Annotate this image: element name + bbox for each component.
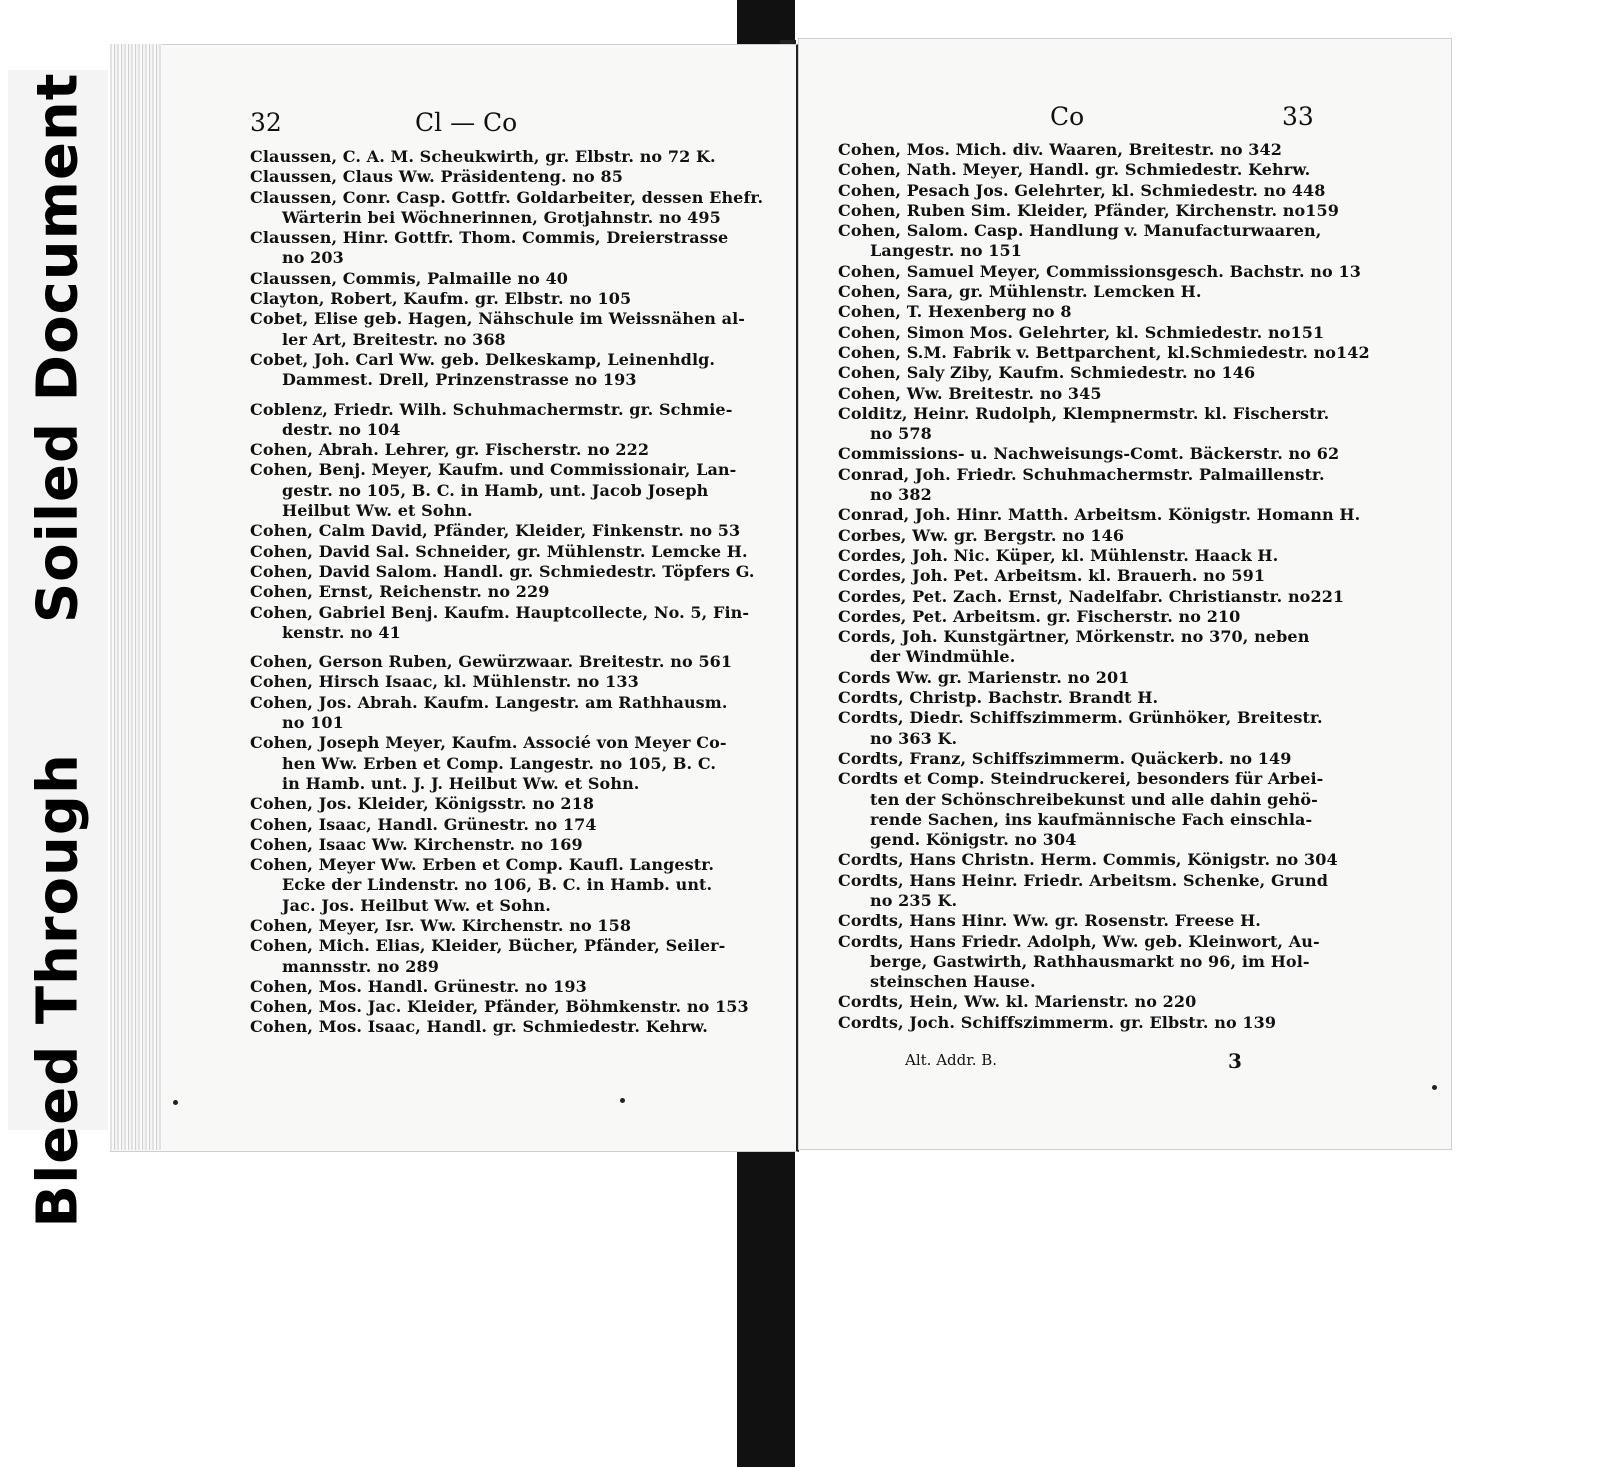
directory-entry [838, 384, 1338, 404]
directory-entry [838, 911, 1338, 931]
directory-entry [838, 181, 1338, 201]
entry-line: Conrad, Joh. Hinr. Matth. Arbeitsm. Königstr. Homann H. [838, 505, 1361, 525]
soiled-document-label: Soiled Document [25, 72, 91, 624]
entry-continuation-line: no 578 [870, 424, 932, 444]
directory-entry [250, 228, 750, 269]
entry-continuation-line: destr. no 104 [282, 419, 401, 439]
directory-entry [838, 221, 1338, 262]
entry-line: Cohen, Mos. Mich. div. Waaren, Breitestr. no 342 [838, 140, 1282, 159]
directory-entry [838, 261, 1361, 282]
directory-entry [838, 850, 1338, 870]
directory-entry [250, 1017, 750, 1037]
entry-line: Cordts et Comp. Steindruckerei, besonders für Arbei- [838, 769, 1324, 789]
directory-entry [250, 309, 750, 350]
directory-entry [250, 672, 750, 692]
entry-line: Cohen, Sara, gr. Mühlenstr. Lemcken H. [838, 282, 1202, 302]
directory-entry [838, 546, 1338, 566]
entry-continuation-line: Heilbut Ww. et Sohn. [282, 501, 473, 521]
entry-line: Claussen, Claus Ww. Präsidenteng. no 85 [250, 167, 623, 187]
directory-entry [250, 794, 750, 814]
directory-entry [838, 201, 1338, 221]
directory-entry [838, 342, 1370, 363]
directory-entry [250, 521, 750, 541]
entry-line: Cohen, Ernst, Reichenstr. no 229 [250, 582, 550, 602]
entry-line: Cobet, Elise geb. Hagen, Nähschule im Weissnähen al- [250, 309, 746, 329]
entry-line: Cohen, Gabriel Benj. Kaufm. Hauptcollecte, No. 5, Fin- [250, 602, 750, 622]
directory-entry [838, 323, 1338, 343]
document-condition-label [8, 70, 108, 1228]
directory-entry [838, 668, 1338, 688]
entry-line: Cordes, Joh. Pet. Arbeitsm. kl. Brauerh. no 591 [838, 566, 1266, 586]
directory-entry [250, 289, 750, 309]
entry-line: Cohen, Salom. Casp. Handlung v. Manufacturwaaren, [838, 221, 1322, 241]
directory-entry [250, 835, 750, 855]
entry-line: Cords Ww. gr. Marienstr. no 201 [838, 667, 1130, 687]
entry-continuation-line: ten der Schönschreibekunst und alle dahin gehö- [870, 789, 1318, 809]
right-page-title: Co [1050, 102, 1085, 131]
entry-line: Cohen, S.M. Fabrik v. Bettparchent, kl.Schmiedestr. no142 [838, 342, 1370, 362]
directory-entry [250, 997, 750, 1017]
entry-continuation-line: ler Art, Breitestr. no 368 [282, 329, 506, 349]
directory-entry [838, 1013, 1338, 1033]
directory-entry [838, 526, 1338, 546]
entry-line: Claussen, C. A. M. Scheukwirth, gr. Elbstr. no 72 K. [250, 147, 716, 166]
directory-entry [838, 932, 1338, 993]
entry-continuation-line: rende Sachen, ins kaufmännische Fach einschla- [870, 809, 1313, 829]
entry-line: Clayton, Robert, Kaufm. gr. Elbstr. no 105 [250, 289, 632, 309]
entry-line: Cohen, David Salom. Handl. gr. Schmiedestr. Töpfers G. [250, 561, 755, 581]
directory-entry [250, 916, 750, 936]
entry-continuation-line: no 382 [870, 485, 932, 505]
entry-continuation-line: no 203 [282, 248, 344, 268]
right-page-number: 33 [1282, 102, 1314, 131]
directory-entry [250, 187, 764, 229]
entry-continuation-line: Langestr. no 151 [870, 241, 1022, 261]
entry-line: Colditz, Heinr. Rudolph, Klempnermstr. kl. Fischerstr. [838, 403, 1330, 423]
directory-entry [250, 603, 750, 644]
entry-line: Cohen, Samuel Meyer, Commissionsgesch. Bachstr. no 13 [838, 261, 1361, 281]
directory-entry [250, 167, 750, 187]
entry-line: Claussen, Conr. Casp. Gottfr. Goldarbeiter, dessen Ehefr. [250, 187, 764, 207]
directory-entry [250, 542, 750, 562]
left-page-number: 32 [250, 108, 282, 137]
entry-line: Cordts, Hans Hinr. Ww. gr. Rosenstr. Freese H. [838, 911, 1261, 931]
entry-line: Corbes, Ww. gr. Bergstr. no 146 [838, 525, 1125, 545]
entry-continuation-line: no 363 K. [870, 728, 958, 748]
entry-line: Cohen, Joseph Meyer, Kaufm. Associé von Meyer Co- [250, 733, 727, 753]
entry-line: Cohen, David Sal. Schneider, gr. Mühlenstr. Lemcke H. [250, 541, 748, 561]
directory-entry [838, 769, 1338, 850]
directory-entry [250, 400, 750, 441]
entry-continuation-line: gend. Königstr. no 304 [870, 830, 1077, 850]
left-page-edges [110, 44, 162, 1150]
binding-spine-bottom [737, 1148, 795, 1467]
bleed-through-label: Bleed Through [25, 753, 91, 1228]
directory-entry [250, 733, 750, 794]
directory-entry [250, 652, 750, 672]
directory-entry [838, 566, 1338, 586]
directory-entry [838, 505, 1361, 525]
entry-continuation-line: kenstr. no 41 [282, 622, 401, 642]
directory-entry [250, 269, 750, 289]
entry-line: Cohen, Jos. Kleider, Königsstr. no 218 [250, 794, 595, 814]
directory-entry [838, 363, 1338, 383]
entry-line: Cohen, Nath. Meyer, Handl. gr. Schmiedestr. Kehrw. [838, 160, 1311, 180]
directory-entry [838, 140, 1338, 160]
entry-line: Cordts, Hans Heinr. Friedr. Arbeitsm. Schenke, Grund [838, 870, 1329, 890]
entry-line: Cohen, Calm David, Pfänder, Kleider, Finkenstr. no 53 [250, 521, 741, 541]
entry-line: Cohen, Pesach Jos. Gelehrter, kl. Schmiedestr. no 448 [838, 180, 1326, 200]
directory-entry [838, 444, 1338, 464]
directory-entry [838, 282, 1338, 302]
entry-continuation-line: in Hamb. unt. J. J. Heilbut Ww. et Sohn. [282, 773, 640, 793]
directory-entry [250, 815, 750, 835]
ink-spot [1432, 1085, 1437, 1090]
entry-line: Cohen, Ww. Breitestr. no 345 [838, 383, 1102, 403]
entry-line: Cohen, Saly Ziby, Kaufm. Schmiedestr. no 146 [838, 363, 1256, 383]
entry-line: Cordts, Christp. Bachstr. Brandt H. [838, 688, 1159, 708]
entry-continuation-line: Jac. Jos. Heilbut Ww. et Sohn. [282, 895, 551, 915]
directory-entry [250, 561, 755, 582]
entry-line: Coblenz, Friedr. Wilh. Schuhmachermstr. gr. Schmie- [250, 399, 733, 419]
entry-line: Conrad, Joh. Friedr. Schuhmachermstr. Palmaillenstr. [838, 464, 1325, 484]
directory-entry [250, 147, 750, 167]
entry-continuation-line: steinschen Hause. [870, 972, 1036, 992]
entry-line: Cohen, Isaac Ww. Kirchenstr. no 169 [250, 834, 583, 854]
directory-entry [838, 688, 1338, 708]
entry-line: Cohen, Jos. Abrah. Kaufm. Langestr. am Rathhausm. [250, 692, 728, 712]
right-entry-list [838, 140, 1370, 1033]
directory-entry [838, 749, 1338, 769]
entry-line: Claussen, Commis, Palmaille no 40 [250, 268, 569, 288]
directory-entry [250, 440, 750, 460]
entry-line: Cohen, Abrah. Lehrer, gr. Fischerstr. no 222 [250, 440, 650, 460]
directory-entry [838, 627, 1338, 668]
signature-mark: 3 [1228, 1049, 1242, 1073]
left-entry-list [250, 147, 764, 1038]
entry-line: Cohen, Benj. Meyer, Kaufm. und Commissionair, Lan- [250, 460, 737, 480]
entry-continuation-line: Wärterin bei Wöchnerinnen, Grotjahnstr. no 495 [282, 207, 721, 227]
directory-entry [838, 586, 1345, 607]
condition-label-text [26, 72, 91, 1227]
entry-line: Cohen, T. Hexenberg no 8 [838, 302, 1072, 322]
directory-entry [838, 404, 1338, 445]
directory-entry [250, 977, 750, 997]
directory-entry [250, 936, 750, 977]
directory-entry [838, 607, 1338, 627]
directory-entry [838, 871, 1338, 912]
entry-line: Cordts, Franz, Schiffszimmerm. Quäckerb. no 149 [838, 748, 1292, 768]
entry-line: Cohen, Isaac, Handl. Grünestr. no 174 [250, 814, 597, 834]
directory-entry [838, 992, 1338, 1012]
entry-line: Commissions- u. Nachweisungs-Comt. Bäckerstr. no 62 [838, 444, 1340, 464]
entry-continuation-line: hen Ww. Erben et Comp. Langestr. no 105, B. C. [282, 753, 717, 773]
left-page-title: Cl — Co [415, 108, 518, 137]
entry-line: Cohen, Mos. Jac. Kleider, Pfänder, Böhmkenstr. no 153 [250, 997, 749, 1017]
entry-line: Cohen, Hirsch Isaac, kl. Mühlenstr. no 133 [250, 672, 639, 692]
directory-entry [838, 302, 1338, 322]
entry-line: Cordts, Diedr. Schiffszimmerm. Grünhöker, Breitestr. [838, 708, 1323, 728]
entry-continuation-line: gestr. no 105, B. C. in Hamb, unt. Jacob Joseph [282, 480, 709, 500]
entry-line: Cordes, Joh. Nic. Küper, kl. Mühlenstr. Haack H. [838, 545, 1279, 565]
entry-line: Cohen, Ruben Sim. Kleider, Pfänder, Kirchenstr. no159 [838, 200, 1340, 220]
footer-note: Alt. Addr. B. [905, 1051, 998, 1069]
entry-continuation-line: berge, Gastwirth, Rathhausmarkt no 96, im Hol- [870, 951, 1310, 971]
entry-continuation-line: mannsstr. no 289 [282, 956, 439, 976]
directory-entry [838, 708, 1338, 749]
directory-entry [838, 465, 1338, 506]
entry-line: Cohen, Mos. Handl. Grünestr. no 193 [250, 976, 587, 996]
directory-entry [250, 855, 750, 916]
entry-line: Cords, Joh. Kunstgärtner, Mörkenstr. no 370, neben [838, 627, 1310, 647]
ink-spot [173, 1100, 178, 1105]
directory-entry [250, 350, 750, 391]
entry-line: Cohen, Meyer, Isr. Ww. Kirchenstr. no 158 [250, 915, 632, 935]
entry-continuation-line: no 235 K. [870, 890, 958, 910]
entry-continuation-line: der Windmühle. [870, 647, 1016, 667]
entry-line: Cohen, Mich. Elias, Kleider, Bücher, Pfänder, Seiler- [250, 936, 726, 956]
entry-line: Cohen, Simon Mos. Gelehrter, kl. Schmiedestr. no151 [838, 322, 1325, 342]
entry-line: Cordts, Hein, Ww. kl. Marienstr. no 220 [838, 992, 1197, 1012]
entry-line: Cobet, Joh. Carl Ww. geb. Delkeskamp, Leinenhdlg. [250, 349, 716, 369]
directory-entry [250, 582, 750, 602]
directory-entry [838, 160, 1338, 180]
entry-line: Cordes, Pet. Zach. Ernst, Nadelfabr. Christianstr. no221 [838, 586, 1345, 606]
entry-line: Cordts, Hans Christn. Herm. Commis, Königstr. no 304 [838, 850, 1338, 870]
entry-line: Cohen, Mos. Isaac, Handl. gr. Schmiedestr. Kehrw. [250, 1017, 708, 1037]
entry-continuation-line: no 101 [282, 713, 344, 733]
entry-continuation-line: Ecke der Lindenstr. no 106, B. C. in Hamb. unt. [282, 875, 713, 895]
entry-line: Cohen, Gerson Ruben, Gewürzwaar. Breitestr. no 561 [250, 652, 733, 672]
ink-spot [620, 1098, 625, 1103]
entry-continuation-line: Dammest. Drell, Prinzenstrasse no 193 [282, 370, 637, 390]
entry-line: Cordes, Pet. Arbeitsm. gr. Fischerstr. no 210 [838, 606, 1241, 626]
entry-line: Cohen, Meyer Ww. Erben et Comp. Kaufl. Langestr. [250, 855, 714, 875]
directory-entry [250, 693, 750, 734]
directory-entry [250, 460, 750, 521]
entry-line: Claussen, Hinr. Gottfr. Thom. Commis, Dreierstrasse [250, 228, 729, 248]
entry-line: Cordts, Hans Friedr. Adolph, Ww. geb. Kleinwort, Au- [838, 931, 1320, 951]
entry-line: Cordts, Joch. Schiffszimmerm. gr. Elbstr. no 139 [838, 1012, 1277, 1032]
